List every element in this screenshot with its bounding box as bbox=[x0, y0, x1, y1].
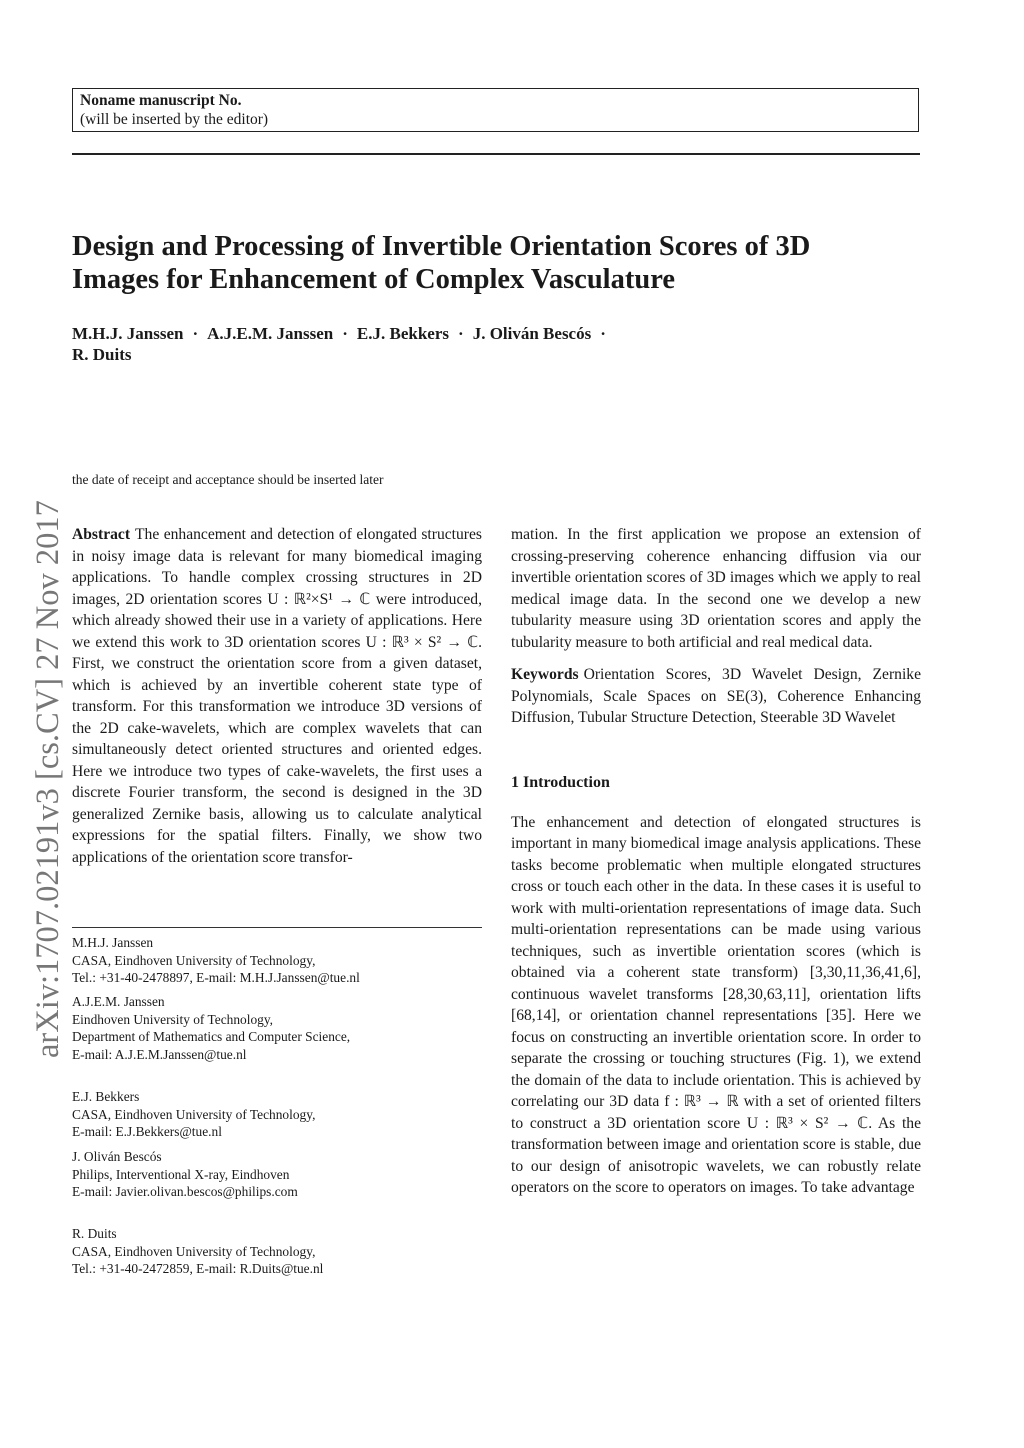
keywords bbox=[511, 664, 921, 729]
affiliation-name: R. Duits bbox=[72, 1226, 117, 1241]
affiliation-line: Department of Mathematics and Computer Science, bbox=[72, 1029, 351, 1044]
author-name: M.H.J. Janssen bbox=[72, 324, 184, 343]
affiliation-name: E.J. Bekkers bbox=[72, 1089, 140, 1104]
manuscript-number-box bbox=[72, 88, 919, 132]
title-line-1: Design and Processing of Invertible Orientation Scores of 3D bbox=[72, 231, 811, 262]
title-line-2: Images for Enhancement of Complex Vasculature bbox=[72, 264, 675, 295]
date-note: the date of receipt and acceptance should be inserted later bbox=[72, 472, 384, 487]
header-rule bbox=[72, 153, 920, 155]
abstract-text: The enhancement and detection of elongated structures in noisy image data is relevant for many biomedical imaging applications. To handle complex crossing structures in 2D images, 2D orientation scores U : ℝ²×S¹ → ℂ were introduced, which already showed their use in a variety of applications. Here we extend this work to 3D orientation scores U : ℝ³ × S² → ℂ. First, we construct the orientation score from a given dataset, which is achieved by an invertible coherent state type of transform. For this transformation we introduce 3D versions of the 2D cake-wavelets, which are complex wavelets that can simultaneously detect oriented structures and oriented edges. Here we introduce two types of cake-wavelets, the first uses a discrete Fourier transform, the second is designed in the 3D generalized Zernike basis, allowing us to calculate analytical expressions for the spatial filters. Finally, we show two applications of the orientation score transfor- bbox=[72, 526, 482, 866]
editor-note: (will be inserted by the editor) bbox=[80, 111, 269, 128]
right-column bbox=[511, 524, 921, 1199]
affiliation-name: J. Oliván Bescós bbox=[72, 1149, 162, 1164]
footnote-rule bbox=[72, 927, 482, 928]
affiliation-line: CASA, Eindhoven University of Technology, bbox=[72, 1106, 316, 1122]
author-name: J. Oliván Bescós bbox=[472, 324, 592, 343]
author-name: E.J. Bekkers bbox=[356, 324, 450, 343]
author-name: A.J.E.M. Janssen bbox=[207, 324, 334, 343]
affiliation-contact: Tel.: +31-40-2478897, E-mail: M.H.J.Janssen@tue.nl bbox=[72, 970, 360, 985]
left-column bbox=[72, 524, 482, 868]
introduction-text: The enhancement and detection of elongated structures is important in many biomedical image analysis applications. These tasks become problematic when multiple elongated structures cross or touch each other in the data. In these cases it is useful to work with multi-orientation representations of image data. Such multi-orientation representations can be made using various techniques, such as invertible orientation scores (which is obtained via a coherent state transform) [3,30,11,36,41,6], continuous wavelet transforms [28,30,63,11], orientation lifts [68,14], or orientation channel representations [35]. Here we focus on constructing an invertible orientation score. In order to separate the crossing or touching structures (Fig. 1), we extend the domain of the data to include orientation. This is achieved by correlating our 3D data f : ℝ³ → ℝ with a set of oriented filters to construct a 3D orientation score U : ℝ³ × S² → ℂ. As the transformation between image and orientation score is stable, due to our design of anisotropic wavelets, we can robustly relate operators on the score to operators on images. To take advantage bbox=[511, 813, 921, 1196]
author-separator: · bbox=[458, 324, 464, 343]
affiliation-line: Eindhoven University of Technology, bbox=[72, 1011, 274, 1027]
affiliation-block bbox=[72, 1148, 512, 1201]
abstract-label: Abstract bbox=[72, 526, 131, 543]
affiliation-block bbox=[72, 934, 512, 987]
keywords-text: Orientation Scores, 3D Wavelet Design, Zernike Polynomials, Scale Spaces on SE(3), Coherence Enhancing Diffusion, Tubular Structure Detection, Steerable 3D Wavelet bbox=[511, 666, 921, 726]
author-separator: · bbox=[342, 324, 348, 343]
affiliation-line: Philips, Interventional X-ray, Eindhoven bbox=[72, 1166, 290, 1182]
author-list bbox=[72, 323, 932, 365]
abstract-continuation: mation. In the first application we propose an extension of crossing-preserving coherence enhancing diffusion via our invertible orientation scores of 3D images which we apply to real medical image data. In the second one we develop a new tubularity measure using 3D orientation scores and apply the tubularity measure to both artificial and real medical data. bbox=[511, 526, 921, 651]
manuscript-number-label: Noname manuscript No. bbox=[80, 92, 242, 109]
affiliation-line: CASA, Eindhoven University of Technology, bbox=[72, 1243, 316, 1259]
affiliation-line: CASA, Eindhoven University of Technology, bbox=[72, 952, 316, 968]
affiliation-contact: E-mail: E.J.Bekkers@tue.nl bbox=[72, 1124, 222, 1139]
keywords-label: Keywords bbox=[511, 666, 579, 683]
affiliation-contact: Tel.: +31-40-2472859, E-mail: R.Duits@tue.nl bbox=[72, 1261, 324, 1276]
section-heading-introduction: 1 Introduction bbox=[511, 773, 610, 791]
affiliation-block bbox=[72, 1225, 512, 1278]
author-name: R. Duits bbox=[72, 345, 132, 364]
abstract bbox=[72, 524, 482, 868]
affiliation-name: M.H.J. Janssen bbox=[72, 935, 154, 950]
affiliation-block bbox=[72, 993, 512, 1063]
paper-title bbox=[72, 230, 932, 296]
author-separator: · bbox=[600, 324, 606, 343]
author-separator: · bbox=[192, 324, 199, 343]
affiliation-name: A.J.E.M. Janssen bbox=[72, 994, 165, 1009]
affiliation-block bbox=[72, 1088, 512, 1141]
affiliation-contact: E-mail: A.J.E.M.Janssen@tue.nl bbox=[72, 1046, 247, 1062]
arxiv-identifier: arXiv:1707.02191v3 [cs.CV] 27 Nov 2017 bbox=[30, 500, 66, 1058]
affiliation-contact: E-mail: Javier.olivan.bescos@philips.com bbox=[72, 1184, 298, 1199]
